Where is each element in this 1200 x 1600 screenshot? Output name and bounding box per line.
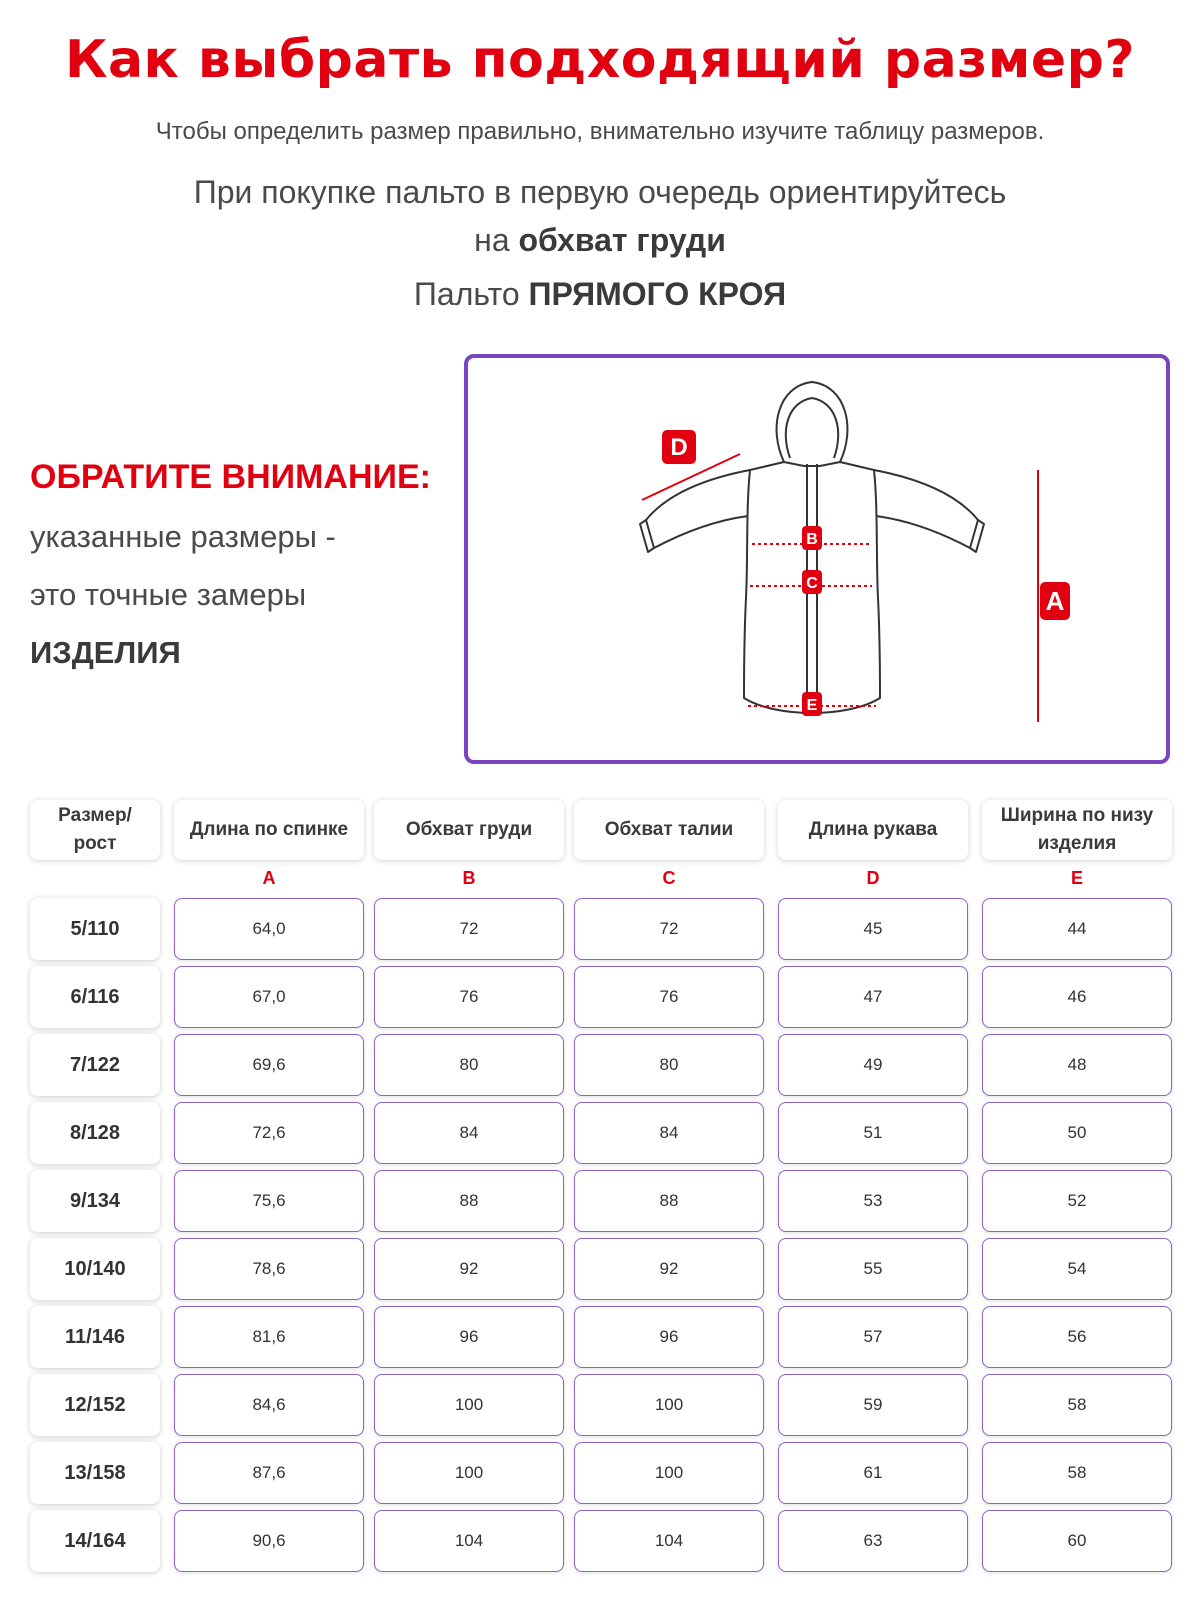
cut-type-prefix: Пальто	[413, 276, 520, 312]
table-cell: 100	[574, 1442, 764, 1504]
table-cell: 81,6	[174, 1306, 364, 1368]
table-cell: 50	[982, 1102, 1172, 1164]
table-cell: 100	[374, 1374, 564, 1436]
table-cell: 104	[374, 1510, 564, 1572]
table-cell: 76	[574, 966, 764, 1028]
label-c: C	[806, 575, 818, 592]
table-cell: 58	[982, 1442, 1172, 1504]
table-cell: 80	[374, 1034, 564, 1096]
header-waist: Обхват талии	[574, 800, 764, 860]
table-cell: 44	[982, 898, 1172, 960]
letter-c: C	[662, 868, 676, 888]
table-cell: 96	[574, 1306, 764, 1368]
size-label: 8/128	[30, 1102, 160, 1164]
coat-left-sleeve	[646, 470, 750, 548]
table-cell: 45	[778, 898, 968, 960]
chest-hint-bold: обхват груди	[518, 222, 726, 258]
label-b: B	[806, 531, 818, 548]
header-sleeve: Длина рукава	[778, 800, 968, 860]
coat-right-sleeve	[874, 470, 978, 548]
page-subtitle: Чтобы определить размер правильно, внимательно изучите таблицу размеров.	[155, 118, 1045, 145]
letter-b: B	[462, 868, 476, 888]
attention-line-3: ИЗДЕЛИЯ	[30, 635, 181, 670]
cut-type-bold: ПРЯМОГО КРОЯ	[528, 276, 787, 312]
table-cell: 53	[778, 1170, 968, 1232]
table-cell: 56	[982, 1306, 1172, 1368]
size-label: 14/164	[30, 1510, 160, 1572]
table-cell: 84	[374, 1102, 564, 1164]
attention-line-1: указанные размеры -	[30, 519, 336, 554]
table-cell: 72,6	[174, 1102, 364, 1164]
header-hem-width: Ширина по низу изделия	[982, 800, 1172, 860]
table-cell: 100	[574, 1374, 764, 1436]
table-cell: 63	[778, 1510, 968, 1572]
letter-e: E	[1070, 868, 1083, 888]
chest-hint-line1: При покупке пальто в первую очередь ориентируйтесь	[193, 174, 1007, 210]
cut-type	[0, 276, 1200, 313]
letter-a: A	[262, 868, 276, 888]
table-cell: 84,6	[174, 1374, 364, 1436]
chest-hint	[0, 168, 1200, 264]
table-cell: 67,0	[174, 966, 364, 1028]
header-size: Размер/ рост	[30, 800, 160, 860]
coat-illustration	[468, 358, 1166, 760]
table-cell: 54	[982, 1238, 1172, 1300]
table-cell: 58	[982, 1374, 1172, 1436]
table-cell: 55	[778, 1238, 968, 1300]
table-cell: 69,6	[174, 1034, 364, 1096]
letter-d: D	[866, 868, 880, 888]
table-cell: 49	[778, 1034, 968, 1096]
size-label: 9/134	[30, 1170, 160, 1232]
table-cell: 84	[574, 1102, 764, 1164]
attention-note	[30, 458, 450, 671]
header-back-length: Длина по спинке	[174, 800, 364, 860]
attention-heading: ОБРАТИТЕ ВНИМАНИЕ:	[30, 458, 431, 496]
table-cell: 76	[374, 966, 564, 1028]
table-cell: 88	[374, 1170, 564, 1232]
chest-hint-line2	[0, 216, 1200, 264]
attention-line-2: это точные замеры	[30, 577, 307, 612]
table-cell: 57	[778, 1306, 968, 1368]
table-cell: 75,6	[174, 1170, 364, 1232]
table-cell: 88	[574, 1170, 764, 1232]
coat-diagram	[464, 354, 1170, 764]
table-cell: 92	[374, 1238, 564, 1300]
table-cell: 92	[574, 1238, 764, 1300]
table-cell: 46	[982, 966, 1172, 1028]
size-label: 6/116	[30, 966, 160, 1028]
table-cell: 100	[374, 1442, 564, 1504]
table-cell: 72	[374, 898, 564, 960]
size-label: 7/122	[30, 1034, 160, 1096]
size-label: 10/140	[30, 1238, 160, 1300]
label-d: D	[670, 434, 688, 461]
size-label: 11/146	[30, 1306, 160, 1368]
coat-hood-inner	[786, 398, 838, 458]
table-cell: 87,6	[174, 1442, 364, 1504]
size-label: 12/152	[30, 1374, 160, 1436]
table-cell: 61	[778, 1442, 968, 1504]
table-cell: 51	[778, 1102, 968, 1164]
table-cell: 59	[778, 1374, 968, 1436]
page-title: Как выбрать подходящий размер?	[64, 30, 1136, 90]
table-cell: 52	[982, 1170, 1172, 1232]
table-cell: 64,0	[174, 898, 364, 960]
table-cell: 72	[574, 898, 764, 960]
table-cell: 80	[574, 1034, 764, 1096]
table-cell: 48	[982, 1034, 1172, 1096]
label-e: E	[806, 697, 818, 714]
table-cell: 96	[374, 1306, 564, 1368]
table-cell: 104	[574, 1510, 764, 1572]
table-cell: 60	[982, 1510, 1172, 1572]
table-cell: 78,6	[174, 1238, 364, 1300]
table-cell: 90,6	[174, 1510, 364, 1572]
header-chest: Обхват груди	[374, 800, 564, 860]
chest-hint-prefix: на	[474, 222, 510, 258]
table-cell: 47	[778, 966, 968, 1028]
size-label: 13/158	[30, 1442, 160, 1504]
size-label: 5/110	[30, 898, 160, 960]
label-a: A	[1045, 586, 1065, 616]
